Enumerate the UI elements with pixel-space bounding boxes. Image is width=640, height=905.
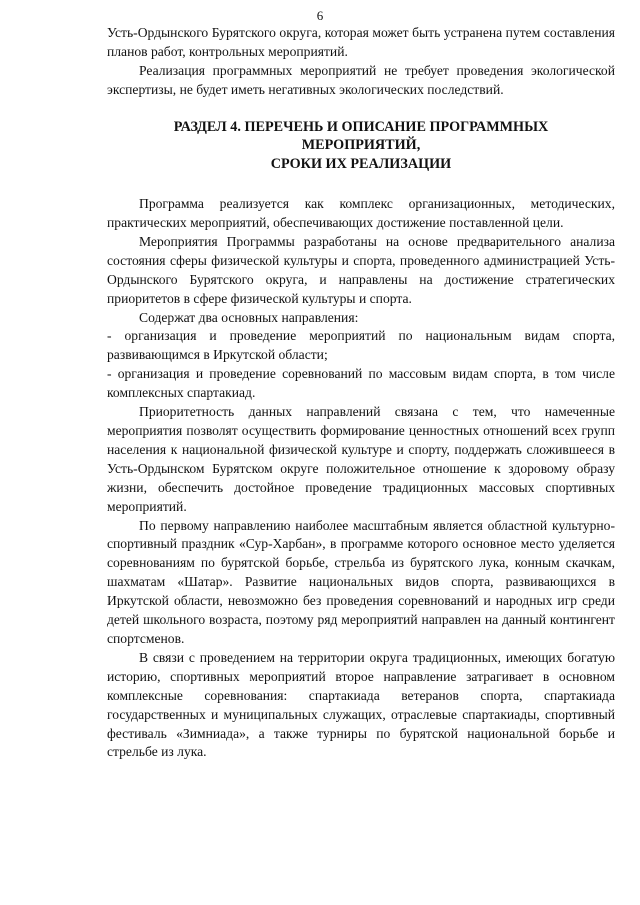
paragraph-second-direction: В связи с проведением на территории округа традиционных, имеющих богатую историю, спортивных мероприятий второе направление затрагивает в основном комплексные соревнования: спартакиада ветеранов спорта, спартакиада государственных и муниципальных служащих, отраслевые спартакиады, спортивный фестиваль «Зимниада», а также турниры по бурятской национальной борьбе и стрельбе из лука. <box>107 649 615 760</box>
list-item-direction-2: - организация и проведение соревнований по массовым видам спорта, в том числе комплексных спартакиад. <box>107 366 615 401</box>
section-heading-line-2: МЕРОПРИЯТИЙ, <box>301 137 421 154</box>
intro-paragraph-1: Усть-Ордынского Бурятского округа, которая может быть устранена путем составления планов работ, контрольных мероприятий. <box>107 25 615 59</box>
paragraph-directions-intro: Содержат два основных направления: <box>139 309 359 325</box>
section-heading-line-3: СРОКИ ИХ РЕАЛИЗАЦИИ <box>270 155 452 172</box>
list-item-direction-1: - организация и проведение мероприятий по национальным видам спорта, развивающимся в Иркутской области; <box>107 328 615 363</box>
document-body <box>107 24 615 762</box>
section-heading-line-1: РАЗДЕЛ 4. ПЕРЕЧЕНЬ И ОПИСАНИЕ ПРОГРАММНЫХ <box>173 118 549 135</box>
paragraph-first-direction: По первому направлению наиболее масштабным является областной культурно-спортивный праздник «Сур-Харбан», в программе которого основное место уделяется соревнованиям по бурятской борьбе, стрельба из бурятского лука, конным скачкам, шахматам «Шатар». Развитие национальных видов спорта, развивающихся в Иркутской области, невозможно без проведения соревнований и народных игр среди детей школьного возраста, поэтому ряд мероприятий направлен на данный контингент спортсменов. <box>107 517 615 646</box>
section-heading <box>107 118 615 174</box>
paragraph-program-measures: Мероприятия Программы разработаны на основе предварительного анализа состояния сферы физической культуры и спорта, проведенного администрацией Усть-Ордынского Бурятского округа, и направлены на достижение стратегических приоритетов в сфере физической культуры и спорта. <box>107 233 615 306</box>
page-number: 6 <box>316 8 324 23</box>
paragraph-program-complex: Программа реализуется как комплекс организационных, методических, практических мероприятий, обеспечивающих достижение поставленной цели. <box>107 196 615 231</box>
intro-paragraph-2: Реализация программных мероприятий не требует проведения экологической экспертизы, не будет иметь негативных экологических последствий. <box>107 62 615 97</box>
paragraph-priority: Приоритетность данных направлений связана с тем, что намеченные мероприятия позволят осуществить формирование ценностных отношений всех групп населения к национальной физической культуре и спорту, поддержать сложившееся в Усть-Ордынском Бурятском округе положительное отношение к здоровому образу жизни, обеспечить достойное проведение традиционных массовых спортивных мероприятий. <box>107 404 615 514</box>
